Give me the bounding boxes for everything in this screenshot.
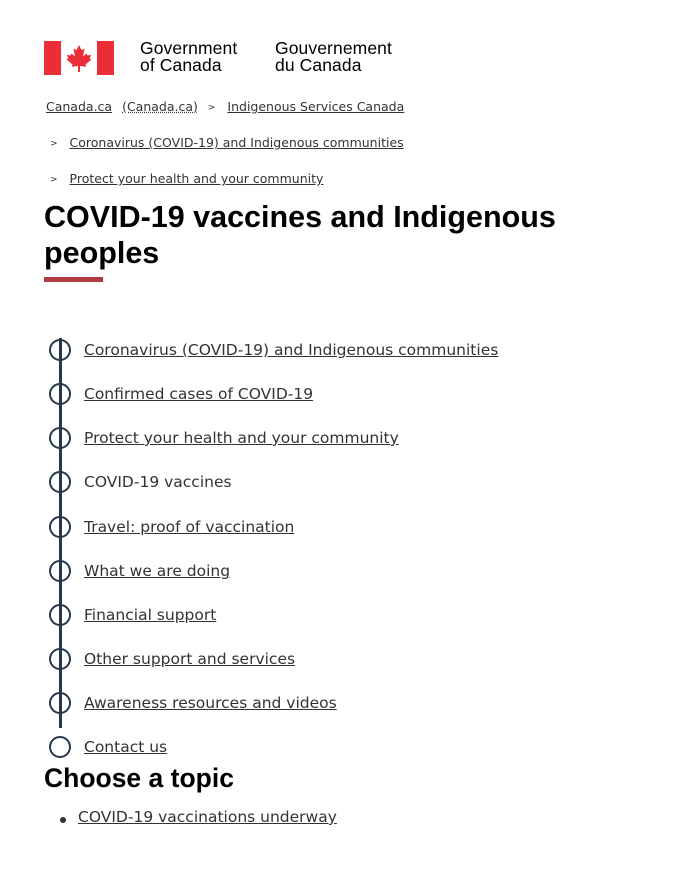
step-node-icon [49,339,71,361]
signature-french [275,40,392,74]
step-node-icon [49,604,71,626]
step-node-icon [49,383,71,405]
step-node-icon [49,692,71,714]
breadcrumb-protect-health[interactable]: Protect your health and your community [69,171,324,186]
topic-heading: Choose a topic [44,763,234,793]
step-link[interactable]: Confirmed cases of COVID-19 [84,385,314,403]
signature-english [140,40,237,74]
step-link[interactable]: Contact us [84,738,168,756]
step-link[interactable]: Financial support [84,606,217,624]
signature-fr-line1: Gouvernement [275,38,392,58]
step-item[interactable] [44,637,644,667]
step-node-icon [49,648,71,670]
step-navigation [44,318,644,758]
list-item [60,808,337,826]
step-item[interactable] [44,372,644,402]
step-item[interactable] [44,416,644,446]
step-link[interactable]: Coronavirus (COVID-19) and Indigenous communities [84,341,499,359]
signature-en-line2: of Canada [140,55,222,75]
step-item[interactable] [44,593,644,623]
step-node-icon [49,427,71,449]
signature-en-line1: Government [140,38,238,58]
step-item[interactable] [44,549,644,579]
step-item[interactable] [44,328,644,358]
breadcrumb-row-2 [44,135,404,150]
step-item[interactable] [44,725,644,755]
signature-fr-line2: du Canada [275,55,362,75]
step-current-label: COVID-19 vaccines [84,473,232,491]
step-link[interactable]: Protect your health and your community [84,429,399,447]
topic-list [60,808,337,826]
canada-flag-icon [44,41,114,75]
breadcrumb-home-label: Canada.ca [46,99,113,114]
step-link[interactable]: Travel: proof of vaccination [84,518,295,536]
step-link[interactable]: Other support and services [84,650,296,668]
step-item-current [44,460,644,490]
breadcrumb-home-link[interactable] [46,99,112,114]
breadcrumb-home-abbr: (Canada.ca) [122,99,198,114]
breadcrumb-indigenous-services[interactable]: Indigenous Services Canada [227,99,405,114]
breadcrumb-row-1 [46,99,404,114]
topic-link[interactable]: COVID-19 vaccinations underway [78,808,337,826]
breadcrumb-separator: > [50,139,58,149]
step-node-icon [49,516,71,538]
breadcrumb-separator: > [50,175,58,185]
breadcrumb-row-3 [44,171,323,186]
step-link[interactable]: Awareness resources and videos [84,694,337,712]
step-link[interactable]: What we are doing [84,562,231,580]
step-node-icon [49,736,71,758]
title-underline [44,277,103,282]
step-item[interactable] [44,505,644,535]
breadcrumb-covid-indigenous[interactable]: Coronavirus (COVID-19) and Indigenous communities [69,135,404,150]
page-title: COVID-19 vaccines and Indigenous peoples [44,200,556,270]
breadcrumb-separator: > [207,103,216,113]
step-node-icon [49,471,71,493]
step-node-icon [49,560,71,582]
step-item[interactable] [44,681,644,711]
